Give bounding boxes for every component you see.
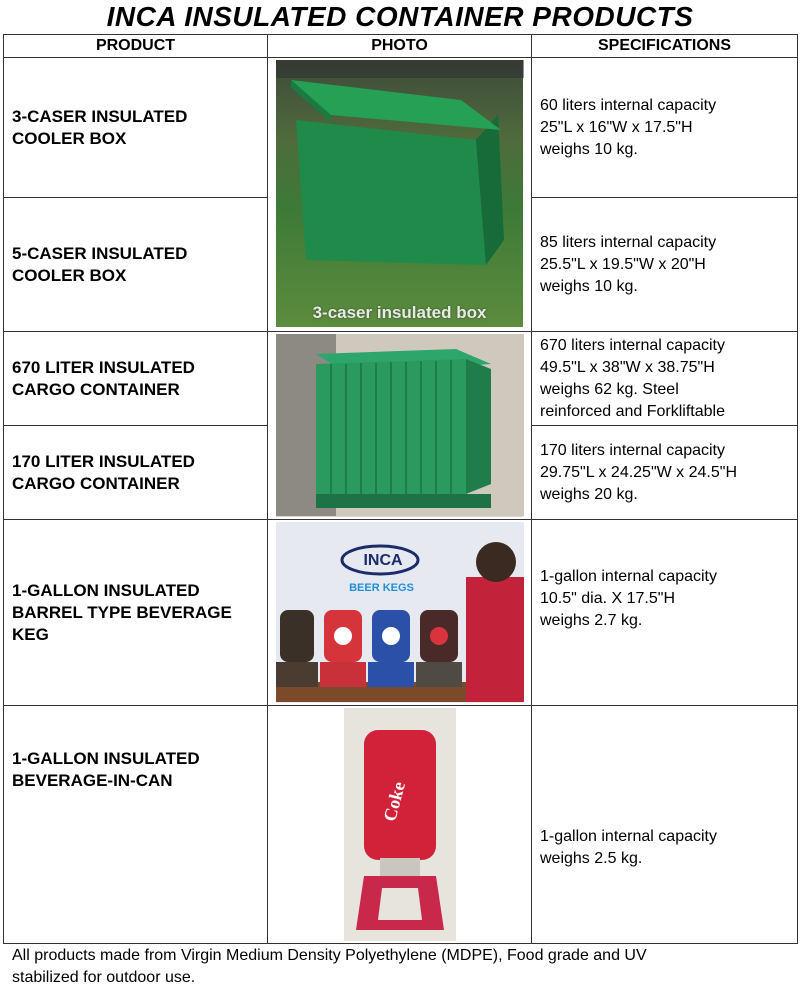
beverage-can-image (344, 708, 456, 942)
inca-logo: INCA (363, 552, 403, 569)
product-line: BEVERAGE-IN-CAN (12, 771, 173, 790)
products-table (3, 34, 798, 944)
spec-line: weighs 10 kg. (540, 140, 638, 158)
product-line: 1-GALLON INSULATED (12, 749, 200, 768)
spec-line: reinforced and Forkliftable (540, 402, 725, 420)
product-line: KEG (12, 624, 49, 644)
spec-line: 1-gallon internal capacity (540, 568, 717, 585)
product-line: 1-GALLON INSULATED (12, 580, 200, 600)
spec-block (540, 780, 797, 870)
spec-line: weighs 2.7 kg. (540, 612, 643, 629)
spec-line: weighs 20 kg. (540, 485, 638, 503)
spec-line: 25.5"L x 19.5"W x 20"H (540, 255, 706, 273)
table-row (4, 520, 798, 706)
page-title: INCA INSULATED CONTAINER PRODUCTS (106, 1, 694, 32)
product-specs (532, 198, 798, 332)
spec-line: 670 liters internal capacity (540, 336, 725, 354)
product-line: BARREL TYPE BEVERAGE (12, 602, 232, 622)
table-row (4, 706, 798, 944)
photo-cooler-box (268, 58, 532, 332)
table-row (4, 58, 798, 198)
product-line: 5-CASER INSULATED (12, 243, 188, 263)
header-photo: PHOTO (268, 35, 532, 58)
spec-line: weighs 10 kg. (540, 277, 638, 295)
spec-line: 170 liters internal capacity (540, 441, 725, 459)
product-line: 3-CASER INSULATED (12, 106, 188, 126)
photo-beverage-keg (268, 520, 532, 706)
can-photo (344, 708, 456, 941)
keg-photo (276, 522, 523, 703)
product-line: 670 LITER INSULATED (12, 357, 195, 377)
product-specs (532, 58, 798, 198)
spec-line: 49.5"L x 38"W x 38.75"H (540, 358, 715, 376)
product-name (4, 198, 268, 332)
spec-line: weighs 2.5 kg. (540, 849, 643, 867)
table-header-row (4, 35, 798, 58)
spec-line: weighs 62 kg. Steel (540, 380, 679, 398)
product-line: COOLER BOX (12, 128, 127, 148)
header-product: PRODUCT (4, 35, 268, 58)
beer-kegs-label: BEER KEGS (349, 582, 414, 594)
product-name (4, 520, 268, 706)
product-line: COOLER BOX (12, 265, 127, 285)
product-specs (532, 706, 798, 944)
product-line: CARGO CONTAINER (12, 473, 180, 493)
product-name (4, 58, 268, 198)
product-specs (532, 426, 798, 520)
product-line: CARGO CONTAINER (12, 379, 180, 399)
svg-text:Coke: Coke (379, 779, 410, 824)
product-name (4, 426, 268, 520)
photo-caption: 3-caser insulated box (312, 303, 487, 322)
product-name (4, 706, 268, 944)
product-specs (532, 332, 798, 426)
footer-line: All products made from Virgin Medium Density Polyethylene (MDPE), Food grade and UV (12, 947, 647, 964)
spec-line: 10.5" dia. X 17.5"H (540, 590, 675, 607)
keg-image (276, 522, 524, 702)
spec-line: 85 liters internal capacity (540, 233, 717, 251)
header-specifications: SPECIFICATIONS (532, 35, 798, 58)
product-name (4, 332, 268, 426)
cooler-box-image (276, 60, 524, 328)
product-line: 170 LITER INSULATED (12, 451, 195, 471)
footer-note (12, 945, 792, 989)
photo-cargo-container (268, 332, 532, 520)
cargo-container-image (276, 334, 524, 516)
cooler-photo (276, 60, 523, 327)
product-specs (532, 520, 798, 706)
footer-line: stabilized for outdoor use. (12, 969, 196, 986)
spec-line: 29.75"L x 24.25"W x 24.5"H (540, 463, 737, 481)
spec-line: 25"L x 16"W x 17.5"H (540, 118, 693, 136)
cargo-photo (276, 334, 523, 517)
photo-beverage-can (268, 706, 532, 944)
spec-line: 60 liters internal capacity (540, 96, 717, 114)
spec-line: 1-gallon internal capacity (540, 827, 717, 845)
table-row (4, 332, 798, 426)
